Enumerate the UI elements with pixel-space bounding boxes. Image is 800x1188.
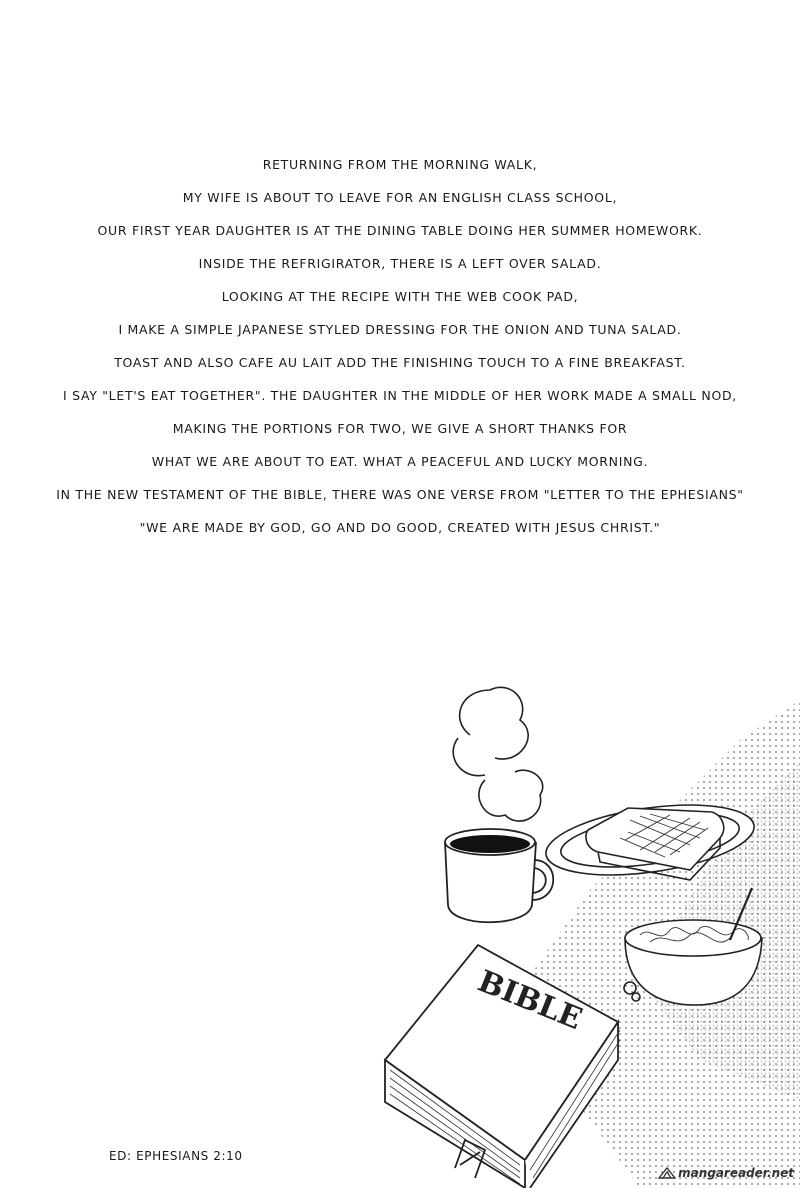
poem-line-5: LOOKING AT THE RECIPE WITH THE WEB COOK PAD, [221, 289, 579, 304]
poem-line-4: INSIDE THE REFRIGIRATOR, THERE IS A LEFT OVER SALAD. [198, 256, 602, 271]
bible-title: BIBLE [472, 963, 587, 1038]
poem-line-8: I SAY "LET'S EAT TOGETHER". THE DAUGHTER IN THE MIDDLE OF HER WORK MADE A SMALL NOD, [63, 388, 737, 403]
poem-line-2: MY WIFE IS ABOUT TO LEAVE FOR AN ENGLISH CLASS SCHOOL, [182, 190, 618, 205]
watermark [658, 1166, 794, 1180]
poem-line-9: MAKING THE PORTIONS FOR TWO, WE GIVE A SHORT THANKS FOR [172, 421, 628, 436]
poem-line-12: "WE ARE MADE BY GOD, GO AND DO GOOD, CREATED WITH JESUS CHRIST." [139, 520, 661, 535]
poem-line-1: RETURNING FROM THE MORNING WALK, [262, 157, 538, 172]
poem-line-6: I MAKE A SIMPLE JAPANESE STYLED DRESSING FOR THE ONION AND TUNA SALAD. [118, 322, 682, 337]
watermark-text: mangareader.net [678, 1166, 794, 1180]
poem-line-7: TOAST AND ALSO CAFE AU LAIT ADD THE FINISHING TOUCH TO A FINE BREAKFAST. [114, 355, 686, 370]
poem-line-11: IN THE NEW TESTAMENT OF THE BIBLE, THERE WAS ONE VERSE FROM "LETTER TO THE EPHESIANS" [56, 487, 744, 502]
steam-icon [453, 687, 542, 821]
poem-line-10: WHAT WE ARE ABOUT TO EAT. WHAT A PEACEFUL AND LUCKY MORNING. [151, 454, 649, 469]
poem-line-3: OUR FIRST YEAR DAUGHTER IS AT THE DINING TABLE DOING HER SUMMER HOMEWORK. [97, 223, 703, 238]
editor-note: ED: EPHESIANS 2:10 [109, 1149, 243, 1163]
watermark-logo-icon [658, 1166, 676, 1180]
coffee-mug-icon [445, 829, 553, 922]
